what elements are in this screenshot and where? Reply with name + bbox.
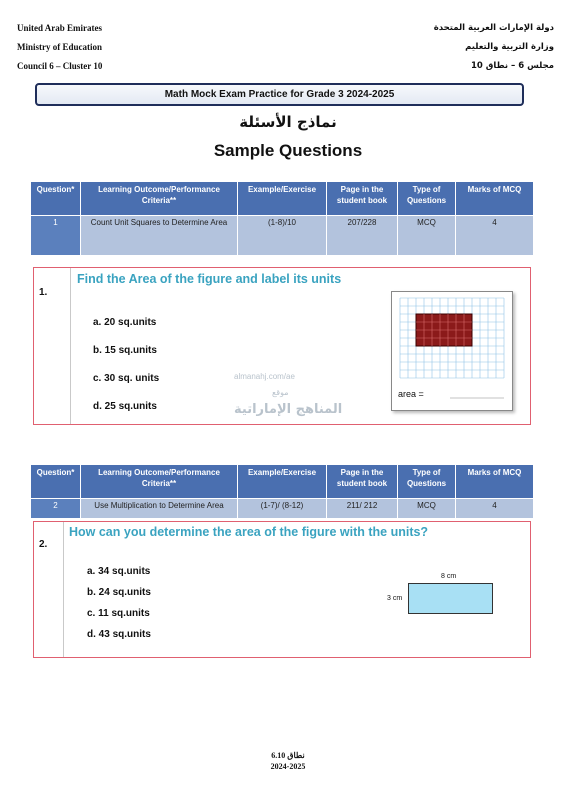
question-text: How can you determine the area of the figure with the units?	[69, 525, 429, 539]
cell-page: 207/228	[327, 216, 398, 256]
cell-example: (1-7)/ (8-12)	[238, 499, 327, 519]
header-example: Example/Exercise	[238, 465, 327, 499]
question-number: 1.	[39, 287, 48, 298]
header-learning-outcome: Learning Outcome/Performance Criteria**	[81, 182, 238, 216]
country-label: United Arab Emirates	[17, 23, 102, 33]
header-learning-outcome: Learning Outcome/Performance Criteria**	[81, 465, 238, 499]
arabic-title: نماذج الأسئلة	[239, 113, 337, 131]
ministry-label: Ministry of Education	[17, 42, 103, 52]
ministry-label-ar: وزارة التربية والتعليم	[465, 42, 554, 52]
watermark-arabic-2: المناهج الإماراتية	[234, 402, 343, 417]
cell-example: (1-8)/10	[238, 216, 327, 256]
option-d[interactable]: d. 25 sq.units	[93, 401, 157, 412]
council-label: Council 6 – Cluster 10	[17, 61, 103, 71]
area-figure-card	[391, 291, 513, 411]
table-row	[31, 216, 534, 256]
cell-outcome: Use Multiplication to Determine Area	[81, 499, 238, 519]
header-marks: Marks of MCQ	[456, 465, 534, 499]
page-title: Sample Questions	[213, 141, 363, 160]
cell-question: 1	[31, 216, 81, 256]
option-c[interactable]: c. 11 sq.units	[87, 608, 150, 619]
country-label-ar: دولة الإمارات العربية المتحدة	[433, 23, 554, 33]
council-label-ar: مجلس 6 – نطاق 10	[471, 61, 554, 71]
option-b[interactable]: b. 15 sq.units	[93, 345, 157, 356]
header-left	[17, 19, 102, 76]
cell-type: MCQ	[398, 216, 456, 256]
cell-page: 211/ 212	[327, 499, 398, 519]
area-label: area =	[398, 389, 424, 399]
cell-question: 2	[31, 499, 81, 519]
rectangle-figure	[408, 583, 493, 614]
cell-outcome: Count Unit Squares to Determine Area	[81, 216, 238, 256]
header-marks: Marks of MCQ	[456, 182, 534, 216]
question-info-table-1	[30, 181, 534, 256]
question-1-box	[33, 267, 531, 425]
header-page: Page in the student book	[327, 182, 398, 216]
table-row	[31, 499, 534, 519]
option-b[interactable]: b. 24 sq.units	[87, 587, 151, 598]
option-d[interactable]: d. 43 sq.units	[87, 629, 151, 640]
question-text: Find the Area of the figure and label its units	[77, 272, 342, 286]
option-c[interactable]: c. 30 sq. units	[93, 373, 160, 384]
header-type: Type of Questions	[398, 182, 456, 216]
exam-title-box: Math Mock Exam Practice for Grade 3 2024-2025	[35, 83, 524, 106]
footer-cluster: نطاق 6.10	[271, 751, 305, 760]
width-label: 8 cm	[441, 573, 457, 580]
watermark-url: almanahj.com/ae	[234, 372, 295, 381]
question-number: 2.	[39, 539, 48, 550]
question-info-table-2	[30, 464, 534, 519]
height-label: 3 cm	[387, 595, 403, 602]
header-example: Example/Exercise	[238, 182, 327, 216]
cell-marks: 4	[456, 216, 534, 256]
watermark-arabic-1: موقع	[272, 388, 289, 397]
header-page: Page in the student book	[327, 465, 398, 499]
header-question: Question*	[31, 465, 81, 499]
header-type: Type of Questions	[398, 465, 456, 499]
option-a[interactable]: a. 34 sq.units	[87, 566, 151, 577]
header-right	[434, 19, 554, 76]
footer-year: 2024-2025	[270, 762, 306, 771]
cell-type: MCQ	[398, 499, 456, 519]
footer	[0, 750, 576, 772]
question-2-box	[33, 521, 531, 658]
cell-marks: 4	[456, 499, 534, 519]
option-a[interactable]: a. 20 sq.units	[93, 317, 157, 328]
header-question: Question*	[31, 182, 81, 216]
